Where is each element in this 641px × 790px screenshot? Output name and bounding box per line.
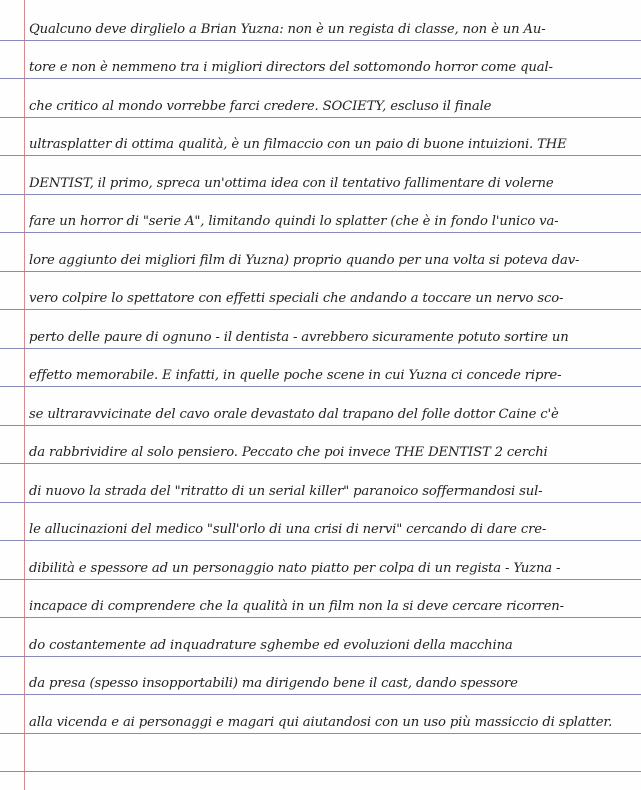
- ruled-line: [0, 541, 641, 580]
- ruled-line: [0, 233, 641, 272]
- ruled-line: [0, 387, 641, 426]
- handwritten-line: alla vicenda e ai personaggi e magari qui aiutandosi con un uso più massiccio di splatter.: [29, 714, 613, 730]
- ruled-line: [0, 464, 641, 503]
- handwritten-line: effetto memorabile. E infatti, in quelle poche scene in cui Yuzna ci concede ripre-: [29, 368, 562, 383]
- ruled-line: [0, 734, 641, 773]
- handwritten-line: che critico al mondo vorrebbe farci credere. SOCIETY, escluso il finale: [29, 98, 492, 114]
- ruled-line: [0, 41, 641, 80]
- handwritten-line: da presa (spesso insopportabili) ma dirigendo bene il cast, dando spessore: [29, 676, 518, 691]
- ruled-line: [0, 426, 641, 465]
- ruled-line: [0, 349, 641, 388]
- ruled-line: [0, 503, 641, 542]
- ruled-line: [0, 580, 641, 619]
- ruled-line: [0, 618, 641, 657]
- handwritten-line: di nuovo la strada del "ritratto di un serial killer" paranoico soffermandosi sul-: [29, 483, 543, 499]
- ruled-line: [0, 310, 641, 349]
- handwritten-line: vero colpire lo spettatore con effetti speciali che andando a toccare un nervo sco-: [29, 291, 564, 306]
- handwritten-line: tore e non è nemmeno tra i migliori directors del sottomondo horror come qual-: [29, 60, 553, 75]
- handwritten-line: se ultraravvicinate del cavo orale devastato dal trapano del folle dottor Caine c'è: [29, 406, 559, 422]
- handwritten-line: perto delle paure di ognuno - il dentista - avrebbero sicuramente potuto sortire un: [29, 329, 569, 345]
- handwritten-line: le allucinazioni del medico "sull'orlo di una crisi di nervi" cercando di dare cre-: [29, 522, 547, 537]
- ruled-line: [0, 118, 641, 157]
- ruled-line: [0, 2, 641, 41]
- handwritten-line: incapace di comprendere che la qualità in un film non la si deve cercare ricorren-: [29, 599, 564, 614]
- handwritten-line: do costantemente ad inquadrature sghembe ed evoluzioni della macchina: [29, 637, 513, 653]
- handwritten-line: dibilità e spessore ad un personaggio nato piatto per colpa di un regista - Yuzna -: [29, 560, 561, 576]
- ruled-line: [0, 657, 641, 696]
- ruled-line: [0, 79, 641, 118]
- handwritten-line: ultrasplatter di ottima qualità, è un filmaccio con un paio di buone intuizioni. THE: [29, 137, 567, 152]
- ruled-line: [0, 272, 641, 311]
- handwritten-line: DENTIST, il primo, spreca un'ottima idea con il tentativo fallimentare di volerne: [29, 175, 554, 191]
- handwritten-line: Qualcuno deve dirglielo a Brian Yuzna: non è un regista di classe, non è un Au-: [29, 21, 546, 37]
- handwritten-line: da rabbrividire al solo pensiero. Peccato che poi invece THE DENTIST 2 cerchi: [29, 445, 548, 460]
- ruled-line: [0, 695, 641, 734]
- handwritten-line: lore aggiunto dei migliori film di Yuzna) proprio quando per una volta si poteva dav-: [29, 252, 580, 268]
- ruled-line: [0, 156, 641, 195]
- ruled-line: [0, 195, 641, 234]
- handwritten-line: fare un horror di "serie A", limitando quindi lo splatter (che è in fondo l'unico va-: [29, 214, 559, 229]
